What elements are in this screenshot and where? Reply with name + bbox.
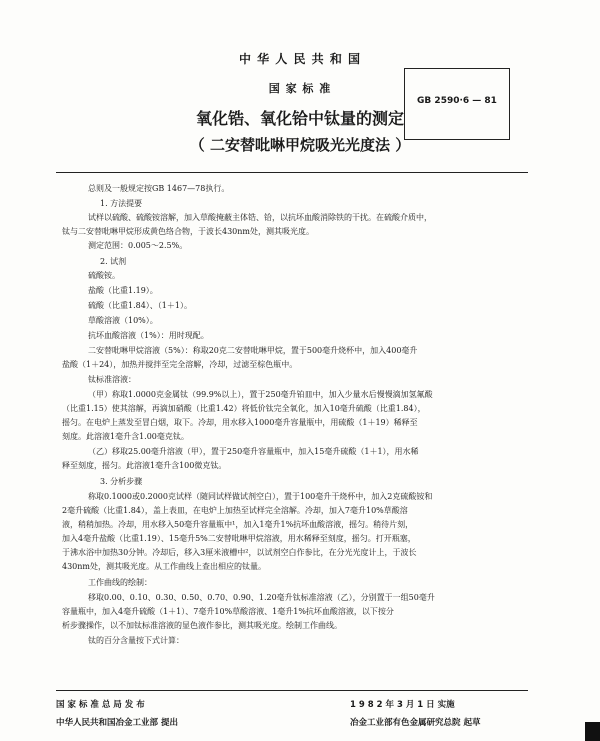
issuer-text: 国 家 标 准 总 局 发 布 xyxy=(56,700,145,710)
body-line: 容量瓶中，加入4毫升硫酸（1＋1）、7毫升10%草酸溶液、1毫升1%抗坏血酸溶液，以下按分 xyxy=(62,607,394,616)
document-subtitle: （ 二安替吡啉甲烷吸光光度法 ） xyxy=(189,136,411,154)
body-line: （乙）移取25.00毫升溶液（甲），置于250毫升容量瓶中，加入15毫升硫酸（1＋1），用水稀 xyxy=(88,447,419,456)
body-line: 盐酸（1＋24），加热并搅拌至完全溶解，冷却，过滤至棕色瓶中。 xyxy=(62,360,298,369)
body-line: 抗坏血酸溶液（1%）：用时现配。 xyxy=(88,331,209,340)
body-line: 硫酸（比重1.84）、（1＋1）。 xyxy=(88,301,192,310)
body-line: 硫酸铵。 xyxy=(88,271,120,280)
body-line: （甲）称取1.0000克金属钛（99.9%以上），置于250毫升铂皿中，加入少量水后慢慢滴加氢氟酸 xyxy=(88,390,433,399)
body-line: 析步骤操作，以不加钛标准溶液的显色液作参比，测其吸光度。绘制工作曲线。 xyxy=(62,621,342,630)
body-line: 草酸溶液（10%）。 xyxy=(88,316,158,325)
section-heading: 2. 试剂 xyxy=(100,257,127,266)
standard-number: GB 2590·6 — 81 xyxy=(417,96,497,106)
standard-type-heading: 国 家 标 准 xyxy=(268,82,332,95)
country-heading: 中 华 人 民 共 和 国 xyxy=(238,52,362,66)
standard-number-box xyxy=(404,68,510,140)
header-rule xyxy=(56,172,528,173)
body-line: 加入4毫升盐酸（比重1.19）、15毫升5%二安替吡啉甲烷溶液，用水稀释至刻度，摇匀。打开瓶塞， xyxy=(62,534,416,543)
section-heading: 1. 方法提要 xyxy=(100,199,143,208)
body-line: 释至刻度，摇匀。此溶液1毫升含100微克钛。 xyxy=(62,461,227,470)
body-line: 称取0.1000或0.2000克试样（随同试样做试剂空白），置于100毫升干烧杯中，加入2克硫酸铵和 xyxy=(88,492,433,501)
body-line: 钛的百分含量按下式计算： xyxy=(88,636,184,645)
issue-date-text: 1 9 8 2 年 3 月 1 日 实施 xyxy=(350,700,455,710)
body-line: 摇匀。在电炉上蒸发至冒白烟，取下。冷却，用水移入1000毫升容量瓶中，用硫酸（1＋19）稀释至 xyxy=(62,418,418,427)
section-heading: 3. 分析步骤 xyxy=(100,477,143,486)
body-line: 2毫升硫酸（比重1.84），盖上表皿，在电炉上加热至试样完全溶解。冷却，加入7毫升10%草酸溶 xyxy=(62,506,408,515)
body-line: 液，稍稍加热。冷却，用水移入50毫升容量瓶中¹，加入1毫升1%抗坏血酸溶液，摇匀。稍待片刻， xyxy=(62,520,414,529)
body-line: 刻度。此溶液1毫升含1.00毫克钛。 xyxy=(62,432,189,441)
body-line: 盐酸（比重1.19）。 xyxy=(88,286,158,295)
body-line: 430nm处，测其吸光度。从工作曲线上查出相应的钛量。 xyxy=(62,562,267,571)
body-line: 试样以硫酸、硫酸铵溶解，加入草酸掩蔽主体锆、铪，以抗坏血酸消除铁的干扰。在硫酸介质中， xyxy=(88,213,432,222)
document-title: 氧化锆、氧化铪中钛量的测定 xyxy=(195,109,404,128)
body-line: 测定范围：0.005～2.5%。 xyxy=(88,241,188,250)
proposer-text: 中华人民共和国冶金工业部 提出 xyxy=(56,718,178,728)
body-line: 二安替吡啉甲烷溶液（5%）：称取20克二安替吡啉甲烷，置于500毫升烧杯中，加入400毫升 xyxy=(88,346,418,355)
body-line: （比重1.15）使其溶解，再滴加硝酸（比重1.42）将低价钛完全氧化，加入10毫升硫酸（比重1.84）， xyxy=(62,404,426,413)
body-line: 移取0.00、0.10、0.30、0.50、0.70、0.90、1.20毫升钛标准溶液（乙），分别置于一组50毫升 xyxy=(88,593,435,602)
footer-rule xyxy=(56,690,528,691)
body-line: 钛与二安替吡啉甲烷形成黄色络合物，于波长430nm处，测其吸光度。 xyxy=(62,227,315,236)
body-line: 总则及一般规定按GB 1467—78执行。 xyxy=(88,184,230,193)
body-line: 钛标准溶液： xyxy=(88,375,136,384)
body-line: 工作曲线的绘制： xyxy=(88,578,152,587)
drafter-text: 冶金工业部有色金属研究总院 起草 xyxy=(350,718,481,728)
body-line: 于沸水浴中加热30分钟。冷却后，移入3厘米液槽中²，以试剂空白作参比，在分光光度计上，于波长 xyxy=(62,548,417,557)
scan-corner-mark xyxy=(585,722,600,741)
